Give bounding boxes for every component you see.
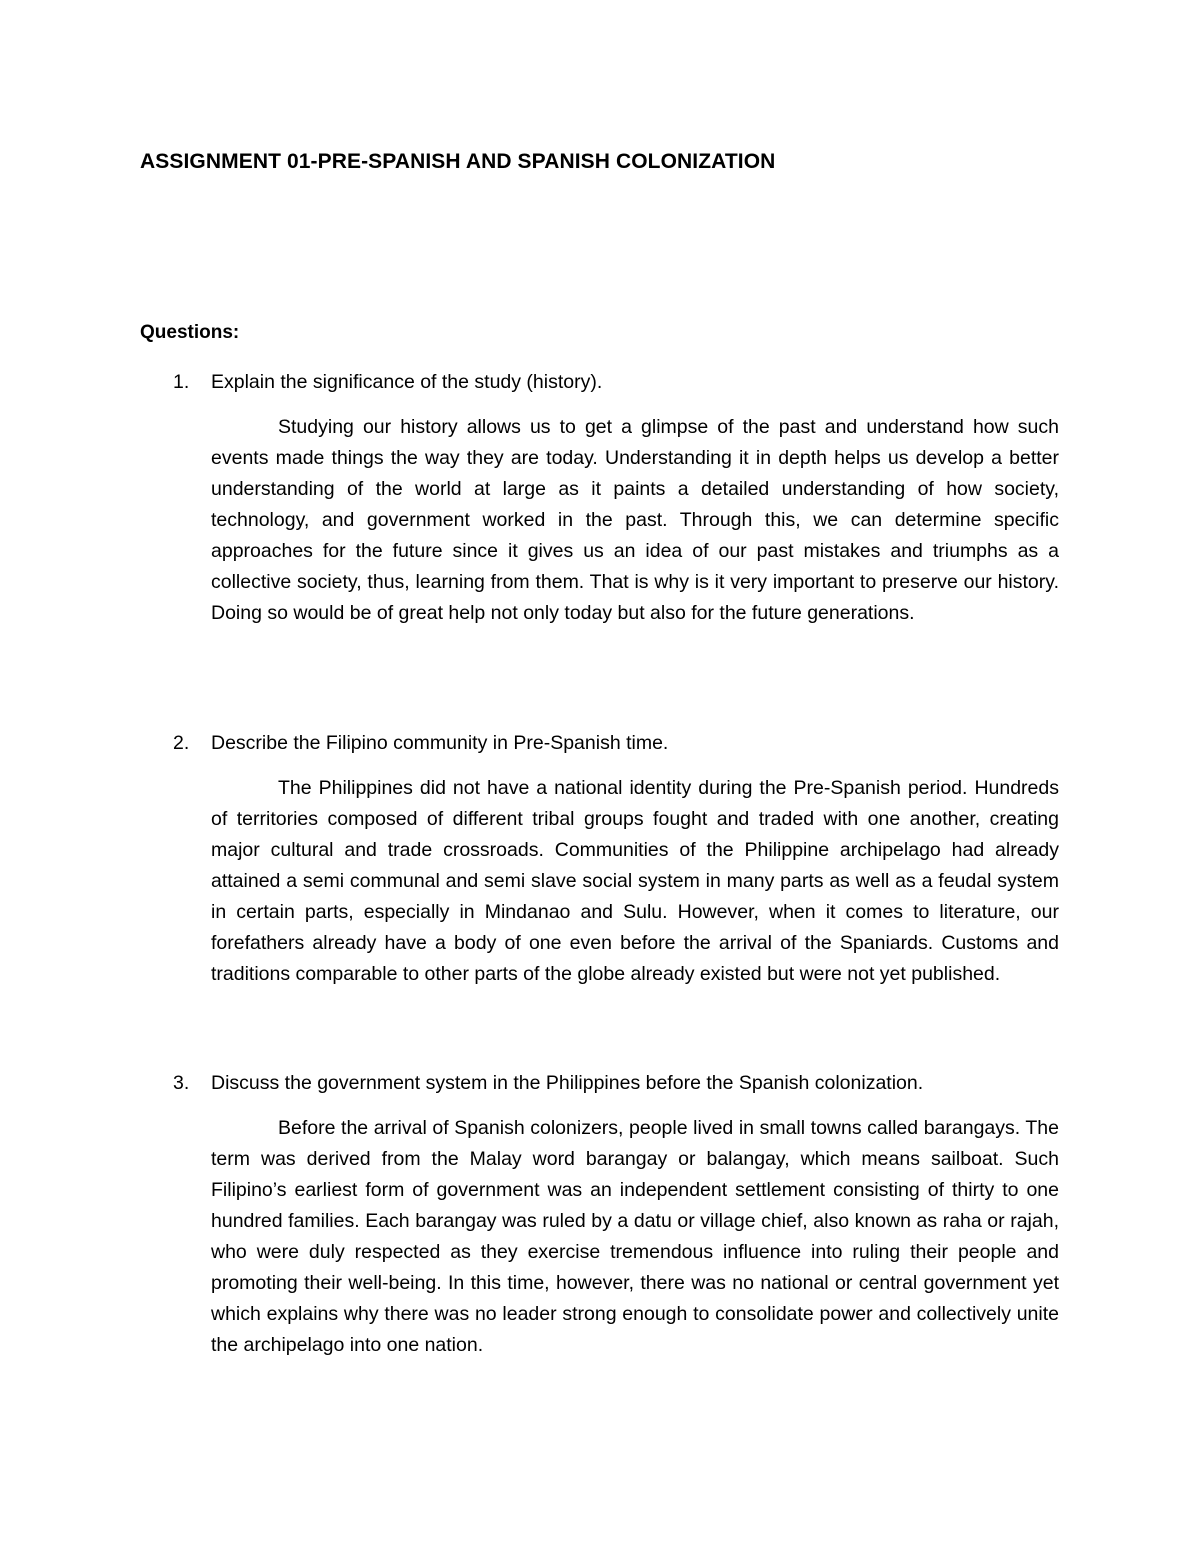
answer-paragraph: Before the arrival of Spanish colonizers, people lived in small towns called barangays. The term was derived from the Malay word barangay or balangay, which means sailboat. Such Filipino’s earliest form of government was an independent settlement consisting of thirty to one hundred families. Each barangay was ruled by a datu or village chief, also known as raha or rajah, who were duly respected as they exercise tremendous influence into ruling their people and promoting their well-being. In this time, however, there was no national or central government yet which explains why there was no leader strong enough to consolidate power and collectively unite the archipelago into one nation. xyxy=(211,1117,1059,1356)
question-item-2 xyxy=(140,728,1060,990)
answer-paragraph: The Philippines did not have a national identity during the Pre-Spanish period. Hundreds of territories composed of different tribal groups fought and traded with one another, creating major cultural and trade crossroads. Communities of the Philippine archipelago had already attained a semi communal and semi slave social system in many parts as well as a feudal system in certain parts, especially in Mindanao and Sulu. However, when it comes to literature, our forefathers already have a body of one even before the arrival of the Spaniards. Customs and traditions comparable to other parts of the globe already existed but were not yet published. xyxy=(211,777,1059,985)
question-text: Discuss the government system in the Philippines before the Spanish colonization. xyxy=(211,1072,924,1094)
question-number: 3. xyxy=(173,1072,190,1094)
question-line xyxy=(140,1068,1060,1099)
question-line xyxy=(140,728,1060,759)
question-number: 1. xyxy=(173,371,190,393)
question-line xyxy=(140,367,1060,398)
question-number: 2. xyxy=(173,732,190,754)
question-text: Explain the significance of the study (history). xyxy=(211,371,603,393)
document-title: ASSIGNMENT 01-PRE-SPANISH AND SPANISH COLONIZATION xyxy=(140,150,776,173)
question-item-3 xyxy=(140,1068,1060,1361)
question-item-1 xyxy=(140,367,1060,629)
question-text: Describe the Filipino community in Pre-Spanish time. xyxy=(211,732,669,754)
answer-paragraph: Studying our history allows us to get a glimpse of the past and understand how such events made things the way they are today. Understanding it in depth helps us develop a better understanding of the world at large as it paints a detailed understanding of how society, technology, and government worked in the past. Through this, we can determine specific approaches for the future since it gives us an idea of our past mistakes and triumphs as a collective society, thus, learning from them. That is why is it very important to preserve our history. Doing so would be of great help not only today but also for the future generations. xyxy=(211,416,1059,624)
questions-heading: Questions: xyxy=(140,322,240,343)
